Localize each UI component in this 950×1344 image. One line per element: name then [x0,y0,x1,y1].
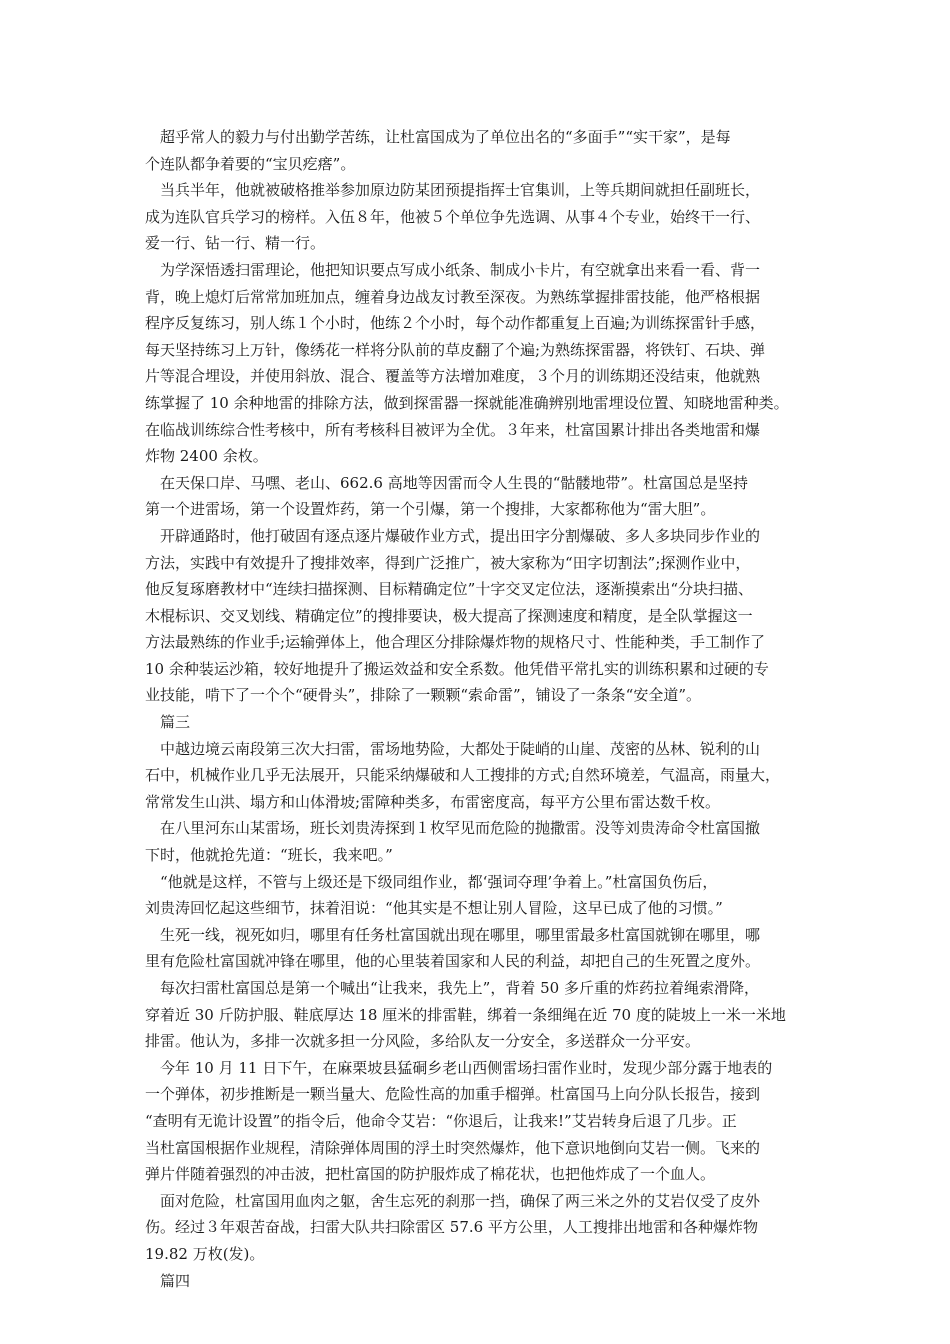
body-paragraph [145,257,817,470]
text-line: 当兵半年，他就被破格推举参加原边防某团预提指挥士官集训，上等兵期间就担任副班长， [160,181,761,200]
text-line: 练掌握了 10 余种地雷的排除方法，做到探雷器一探就能准确辨别地雷埋设位置、知晓地雷种类。 [145,393,789,412]
text-line: 中越边境云南段第三次大扫雷，雷场地势险，大都处于陡峭的山崖、茂密的丛林、锐利的山 [160,739,761,758]
text-line: 排雷。他认为，多排一次就多担一分风险，多给队友一分安全，多送群众一分平安。 [145,1032,701,1051]
document-page [145,124,817,1294]
text-line: 片等混合埋设，并使用斜放、混合、覆盖等方法增加难度，３个月的训练期还没结束，他就熟 [145,367,761,386]
text-line: 弹片伴随着强烈的冲击波，把杜富国的防护服炸成了棉花状，也把他炸成了一个血人。 [145,1165,716,1184]
body-paragraph [145,470,817,523]
text-line: 开辟通路时，他打破固有逐点逐片爆破作业方式，提出田字分割爆破、多人多块同步作业的 [160,526,761,545]
text-line: 他反复琢磨教材中“连续扫描探测、目标精确定位”十字交叉定位法，逐渐摸索出“分块扫描、 [145,580,754,599]
section-heading [145,709,817,736]
section-heading [145,1268,817,1295]
text-line: 在天保口岸、马嘿、老山、662.6 高地等因雷而令人生畏的“骷髅地带”。杜富国总是坚持 [160,473,749,492]
text-line: 伤。经过３年艰苦奋战，扫雷大队共扫除雷区 57.6 平方公里，人工搜排出地雷和各种爆炸物 [145,1218,758,1237]
text-line: 在八里河东山某雷场，班长刘贵涛探到１枚罕见而危险的抛撒雷。没等刘贵涛命令杜富国撤 [160,819,761,838]
text-line: 每次扫雷杜富国总是第一个喊出“让我来，我先上”，背着 50 多斤重的炸药拉着绳索滑降， [160,979,759,997]
text-line: 方法最熟练的作业手;运输弹体上，他合理区分排除爆炸物的规格尺寸、性能种类，手工制作了 [145,633,766,652]
body-paragraph [145,869,817,922]
text-line: 超乎常人的毅力与付出勤学苦练，让杜富国成为了单位出名的“多面手”“实干家”，是每 [160,128,731,146]
text-line: 成为连队官兵学习的榜样。入伍８年，他被５个单位争先选调、从事４个专业，始终干一行、 [145,207,761,226]
text-line: 篇四 [160,1271,191,1290]
text-line: 在临战训练综合性考核中，所有考核科目被评为全优。３年来，杜富国累计排出各类地雷和爆 [145,420,761,439]
body-paragraph [145,523,817,709]
text-line: “查明有无诡计设置”的指令后，他命令艾岩：“你退后，让我来!”艾岩转身后退了几步。正 [145,1111,737,1130]
body-paragraph [145,1188,817,1268]
body-paragraph [145,922,817,975]
body-paragraph [145,124,817,177]
text-line: “他就是这样，不管与上级还是下级同组作业，都‘强词夺理’争着上。”杜富国负伤后， [160,872,718,891]
text-line: 里有危险杜富国就冲锋在哪里，他的心里装着国家和人民的利益，却把自己的生死置之度外。 [145,952,761,971]
text-line: 第一个进雷场，第一个设置炸药，第一个引爆，第一个搜排，大家都称他为“雷大胆”。 [145,500,716,519]
body-paragraph [145,736,817,816]
text-line: 生死一线，视死如归，哪里有任务杜富国就出现在哪里，哪里雷最多杜富国就铆在哪里，哪 [160,925,761,944]
text-line: 业技能，啃下了一个个“硬骨头”，排除了一颗颗“索命雷”，铺设了一条条“安全道”。 [145,686,702,705]
text-line: 篇三 [160,713,191,732]
text-line: 石中，机械作业几乎无法展开，只能采纳爆破和人工搜排的方式;自然环境差，气温高，雨量大， [145,766,781,785]
text-line: 背，晚上熄灯后常常加班加点，缠着身边战友讨教至深夜。为熟练掌握排雷技能，他严格根据 [145,287,761,306]
text-line: 一个弹体，初步推断是一颗当量大、危险性高的加重手榴弹。杜富国马上向分队长报告，接到 [145,1085,761,1104]
text-line: 今年 10 月 11 日下午，在麻栗坡县猛硐乡老山西侧雷场扫雷作业时，发现少部分露于地表的 [160,1058,773,1077]
text-line: 木棍标识、交叉划线、精确定位”的搜排要诀，极大提高了探测速度和精度，是全队掌握这一 [145,606,753,625]
body-paragraph [145,815,817,868]
text-line: 面对危险，杜富国用血肉之躯，舍生忘死的刹那一挡，确保了两三米之外的艾岩仅受了皮外 [160,1191,761,1210]
text-line: 穿着近 30 斤防护服、鞋底厚达 18 厘米的排雷鞋，绑着一条细绳在近 70 度的陡坡上一米一米地 [145,1005,786,1024]
text-line: 每天坚持练习上万针，像绣花一样将分队前的草皮翻了个遍;为熟练探雷器，将铁钉、石块、弹 [145,340,766,359]
text-line: 19.82 万枚(发)。 [145,1244,265,1263]
text-line: 爱一行、钻一行、精一行。 [145,234,326,253]
text-line: 个连队都争着要的“宝贝疙瘩”。 [145,154,356,173]
text-line: 为学深悟透扫雷理论，他把知识要点写成小纸条、制成小卡片，有空就拿出来看一看、背一 [160,260,761,279]
text-line: 刘贵涛回忆起这些细节，抹着泪说：“他其实是不想让别人冒险，这早已成了他的习惯。” [145,899,723,918]
text-line: 方法，实践中有效提升了搜排效率，得到广泛推广，被大家称为“田字切割法”;探测作业中， [145,553,751,572]
text-line: 10 余种装运沙箱，较好地提升了搬运效益和安全系数。他凭借平常扎实的训练积累和过硬的专 [145,659,769,678]
text-line: 下时，他就抢先道：“班长，我来吧。” [145,846,393,865]
body-paragraph [145,177,817,257]
body-paragraph [145,975,817,1055]
text-line: 当杜富国根据作业规程，清除弹体周围的浮土时突然爆炸，他下意识地倒向艾岩一侧。飞来的 [145,1138,761,1157]
text-line: 程序反复练习，别人练１个小时，他练２个小时，每个动作都重复上百遍;为训练探雷针手感， [145,314,766,333]
text-line: 炸物 2400 余枚。 [145,447,268,466]
text-line: 常常发生山洪、塌方和山体滑坡;雷障种类多，布雷密度高，每平方公里布雷达数千枚。 [145,792,721,811]
body-paragraph [145,1055,817,1188]
